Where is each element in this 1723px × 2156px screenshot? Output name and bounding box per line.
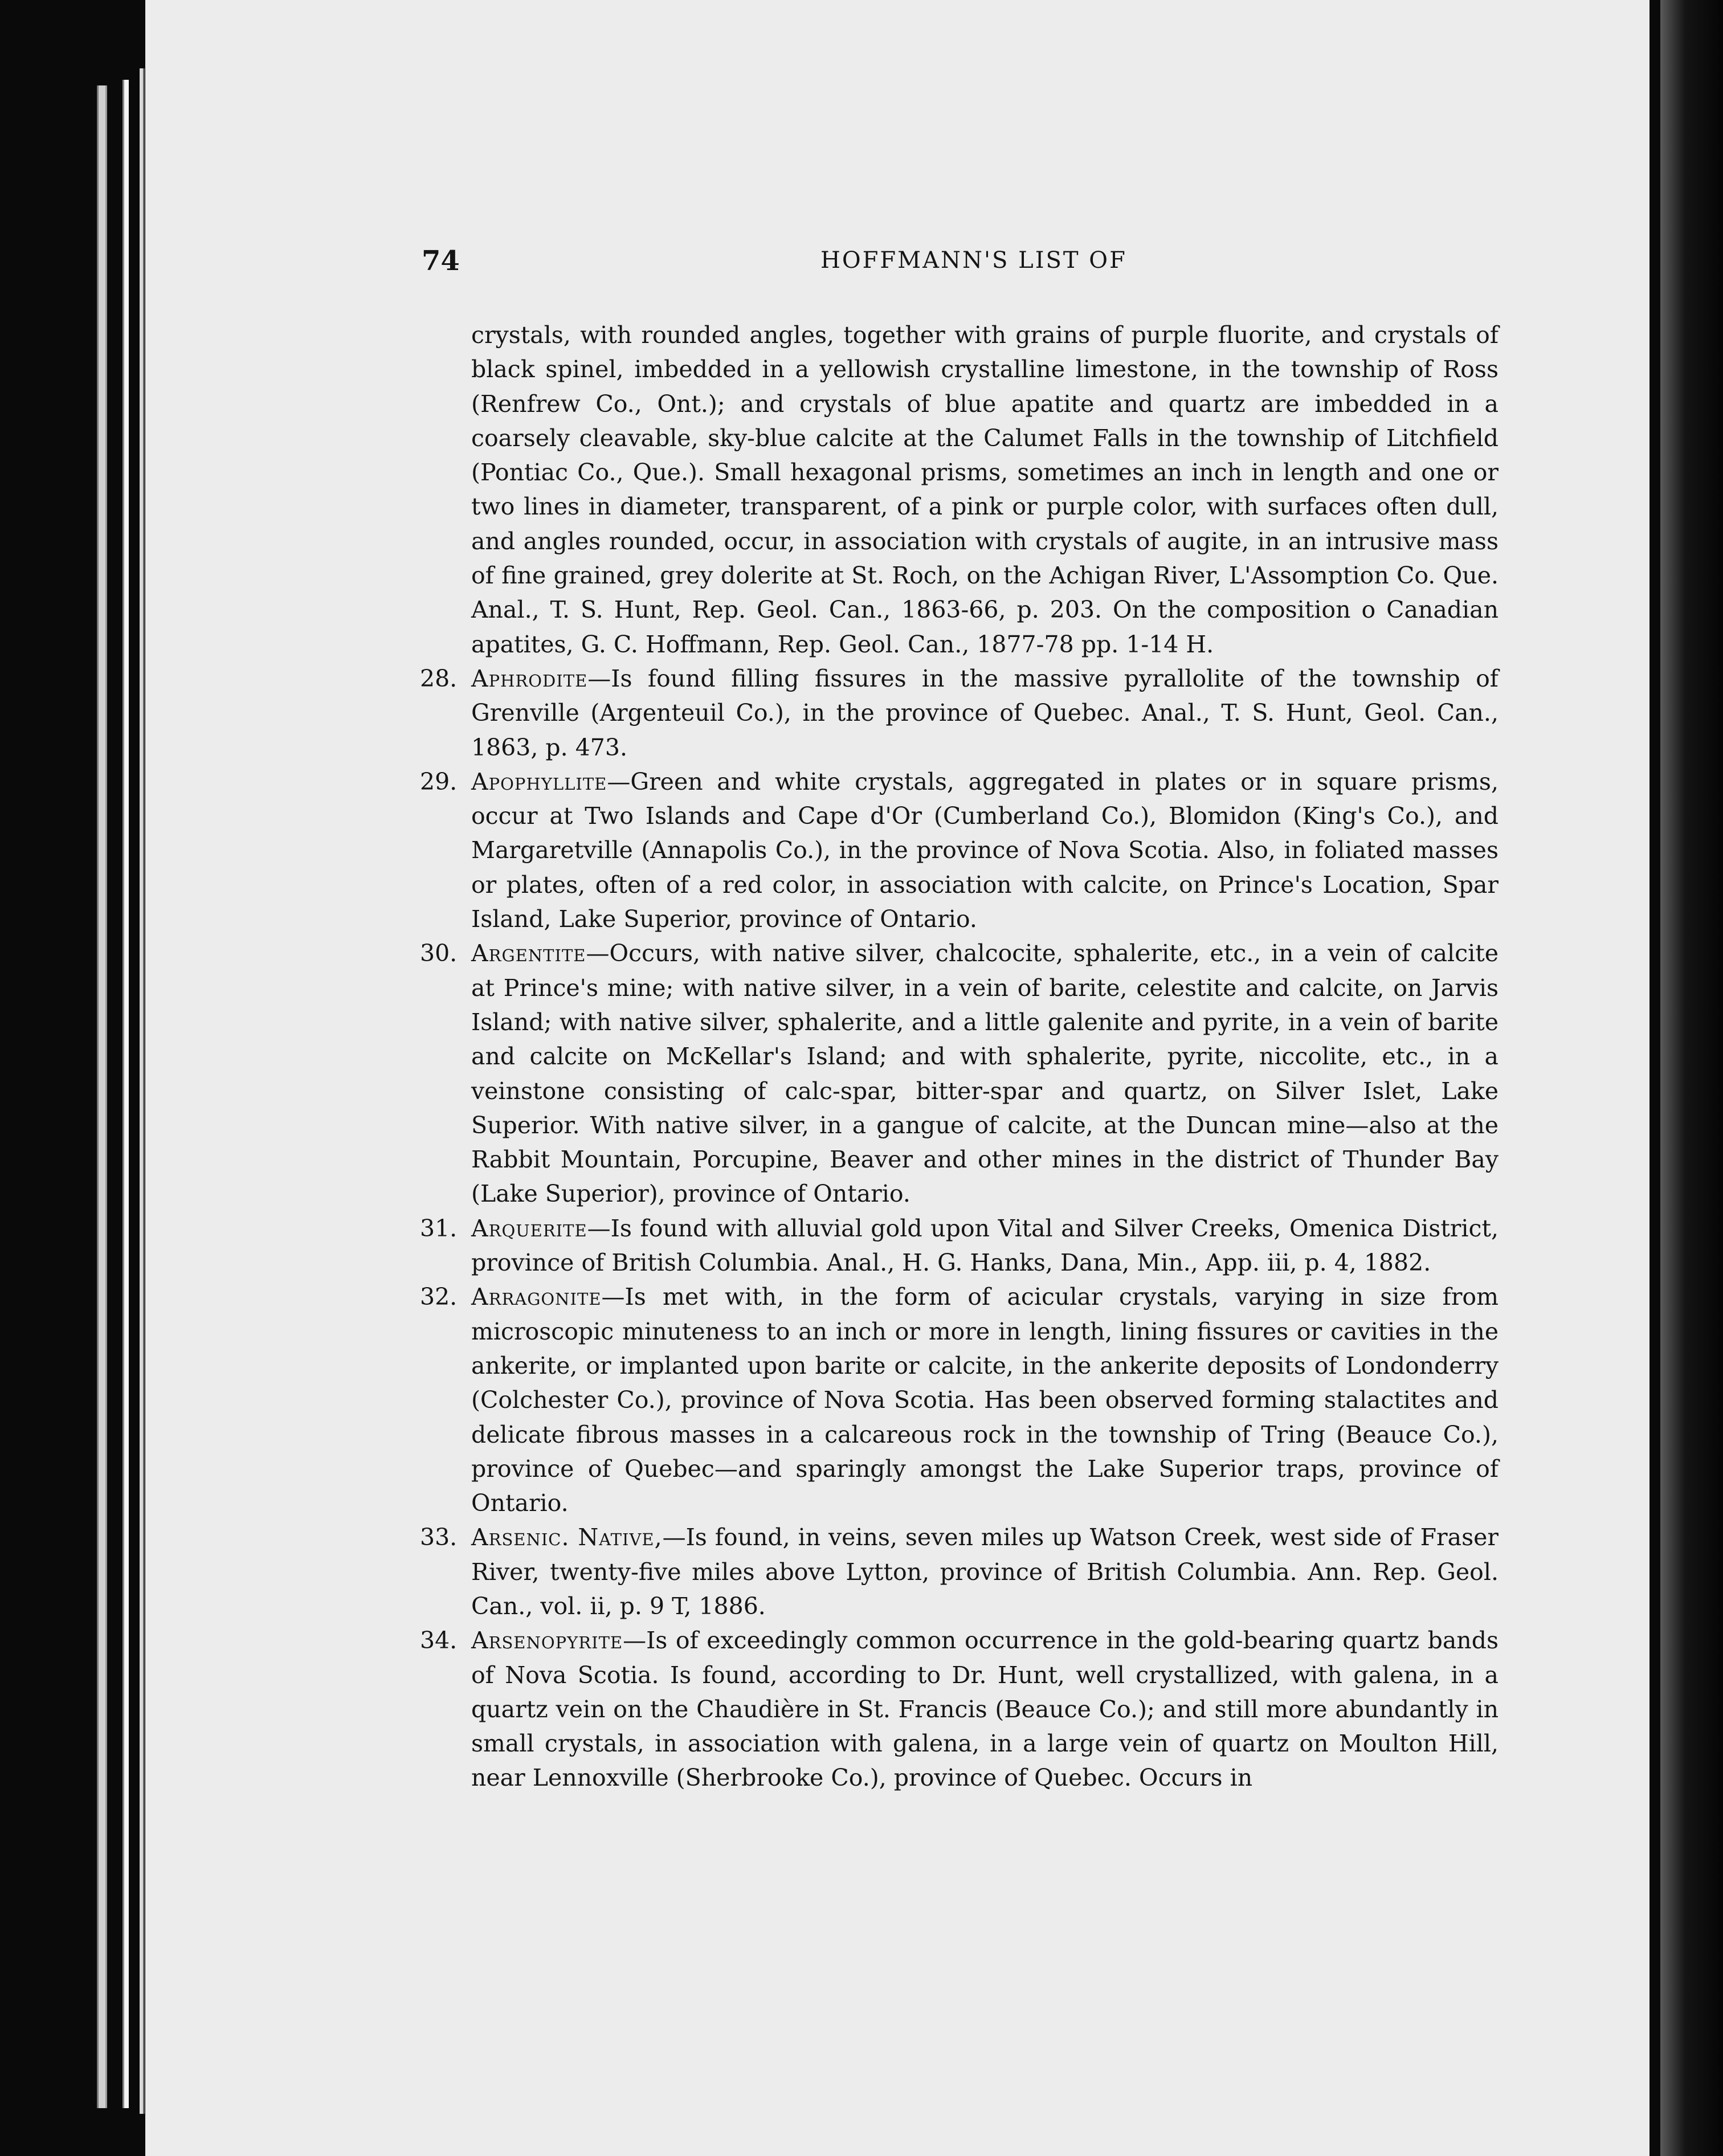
- entry-text: —Is found with alluvial gold upon Vital and Silver Creeks, Omenica District, province of British Columbia. Anal., H. G. Hanks, Dana, Min., App. iii, p. 4, 1882.: [471, 1214, 1499, 1277]
- running-title: HOFFMANN'S LIST OF: [820, 247, 1127, 273]
- page-edge: [123, 80, 129, 2108]
- mineral-name: Arsenopyrite: [471, 1627, 623, 1655]
- entry-number: 30.: [420, 940, 458, 967]
- mineral-entry: [420, 936, 1499, 1211]
- mineral-entry: [420, 662, 1499, 765]
- entry-number: 28.: [420, 664, 458, 692]
- entry-number: 29.: [420, 767, 458, 795]
- mineral-entry: [420, 1623, 1499, 1795]
- mineral-name: Apophyllite: [471, 767, 607, 795]
- entry-text: —Is of exceedingly common occurrence in the gold-bearing quartz bands of Nova Scotia. Is found, according to Dr. Hunt, well crystallized, with galena, in a quartz vein on the Chaudière in St. Francis (Beauce Co.); and still more abundantly in small crystals, in association with galena, in a large vein of quartz on Moulton Hill, near Lennoxville (Sherbrooke Co.), province of Quebec. Occurs in: [471, 1627, 1499, 1792]
- mineral-name: Aphrodite: [471, 664, 588, 692]
- page-edge: [140, 68, 145, 2114]
- binding-shadow: [1660, 0, 1723, 2156]
- continuation-paragraph: crystals, with rounded angles, together with grains of purple fluorite, and crystals of black spinel, imbedded in a yellowish crystalline limestone, in the township of Ross (Renfrew Co., Ont.); and crystals of blue apatite and quartz are imbedded in a coarsely cleavable, sky-blue calcite at the Calumet Falls in the township of Litchfield (Pontiac Co., Que.). Small hexagonal prisms, sometimes an inch in length and one or two lines in diameter, transparent, of a pink or purple color, with surfaces often dull, and angles rounded, occur, in association with crystals of augite, in an intrusive mass of fine grained, grey dolerite at St. Roch, on the Achigan River, L'Assomption Co. Que. Anal., T. S. Hunt, Rep. Geol. Can., 1863-66, p. 203. On the composition o Canadian apatites, G. C. Hoffmann, Rep. Geol. Can., 1877-78 pp. 1-14 H.: [471, 321, 1499, 658]
- page-number: 74: [422, 245, 460, 277]
- entry-number: 32.: [420, 1283, 458, 1311]
- mineral-entry: [420, 1211, 1499, 1280]
- mineral-name: Argentite: [471, 940, 586, 967]
- running-header: [422, 245, 1499, 279]
- entry-text: —Green and white crystals, aggregated in plates or in square prisms, occur at Two Islands and Cape d'Or (Cumberland Co.), Blomidon (King's Co.), and Margaretville (Annapolis Co.), in the province of Nova Scotia. Also, in foliated masses or plates, often of a red color, in association with calcite, on Prince's Location, Spar Island, Lake Superior, province of Ontario.: [471, 767, 1499, 933]
- mineral-entry: [420, 1520, 1499, 1623]
- entry-text: —Is found filling fissures in the massive pyrallolite of the township of Grenville (Argenteuil Co.), in the province of Quebec. Anal., T. S. Hunt, Geol. Can., 1863, p. 473.: [471, 664, 1499, 761]
- mineral-name: Arragonite: [471, 1283, 602, 1311]
- entry-text: —Is found, in veins, seven miles up Watson Creek, west side of Fraser River, twenty-five miles above Lytton, province of British Columbia. Ann. Rep. Geol. Can., vol. ii, p. 9 T, 1886.: [471, 1524, 1499, 1620]
- entry-number: 34.: [420, 1627, 458, 1655]
- entry-text: —Is met with, in the form of acicular crystals, varying in size from microscopic minuteness to an inch or more in length, lining fissures or cavities in the ankerite, or implanted upon barite or calcite, in the ankerite deposits of Londonderry (Colchester Co.), province of Nova Scotia. Has been observed forming stalactites and delicate fibrous masses in a calcareous rock in the township of Tring (Beauce Co.), province of Quebec—and sparingly amongst the Lake Superior traps, province of Ontario.: [471, 1283, 1499, 1517]
- mineral-name: Arquerite: [471, 1214, 587, 1242]
- entry-number: 33.: [420, 1524, 458, 1551]
- text-body: [419, 318, 1499, 1795]
- entry-number: 31.: [420, 1214, 458, 1242]
- mineral-name: Arsenic. Native,: [471, 1524, 663, 1551]
- mineral-entry: [420, 765, 1499, 936]
- entry-text: —Occurs, with native silver, chalcocite, sphalerite, etc., in a vein of calcite at Prince's mine; with native silver, in a vein of barite, celestite and calcite, on Jarvis Island; with native silver, sphalerite, and a little galenite and pyrite, in a vein of barite and calcite on McKellar's Island; and with sphalerite, pyrite, niccolite, etc., in a veinstone consisting of calc-spar, bitter-spar and quartz, on Silver Islet, Lake Superior. With native silver, in a gangue of calcite, at the Duncan mine—also at the Rabbit Mountain, Porcupine, Beaver and other mines in the district of Thunder Bay (Lake Superior), province of Ontario.: [471, 940, 1499, 1208]
- page-edge: [97, 85, 107, 2108]
- mineral-entry: [420, 1280, 1499, 1520]
